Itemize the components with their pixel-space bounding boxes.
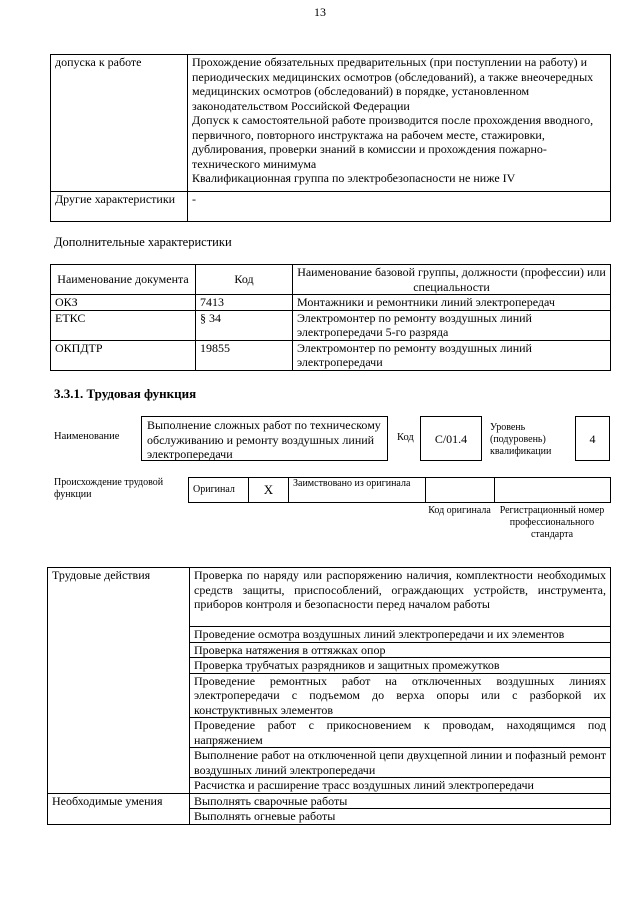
table-header-row — [51, 265, 611, 295]
origin-table — [188, 477, 611, 503]
table-row — [48, 568, 611, 627]
table-row — [51, 55, 611, 192]
original-label: Оригинал — [189, 478, 249, 503]
admission-requirements — [188, 55, 611, 192]
page-number: 13 — [314, 5, 326, 19]
name-cell: Электромонтер по ремонту воздушных линий электропередачи 5-го разряда — [293, 310, 611, 340]
code-cell: § 34 — [196, 310, 293, 340]
function-code-value: C/01.4 — [434, 432, 468, 446]
other-characteristics-label: Другие характеристики — [51, 192, 188, 222]
reg-number-caption: Регистрационный номер профессионального стандарта — [499, 505, 605, 540]
table-row — [189, 478, 611, 503]
column-header: Наименование базовой группы, должности (профессии) или специальности — [293, 265, 611, 295]
table-row — [51, 192, 611, 222]
skills-label: Необходимые умения — [48, 793, 190, 824]
doc-cell: ОКПДТР — [51, 340, 196, 370]
original-code-caption: Код оригинала — [428, 505, 491, 516]
function-name-value: Выполнение сложных работ по техническому обслуживанию и ремонту воздушных линий электропередачи — [147, 418, 381, 461]
requirement-paragraph: Квалификационная группа по электробезопасности не ниже IV — [192, 171, 516, 185]
action-item: Проведение работ с прикосновением к проводам, находящимся под напряжением — [190, 718, 611, 748]
code-label: Код — [397, 432, 414, 443]
action-item: Проверка трубчатых разрядников и защитных промежутков — [190, 658, 611, 674]
table-row — [51, 340, 611, 370]
requirement-paragraph: Прохождение обязательных предварительных (при поступлении на работу) и периодических медицинских осмотров (обследований), а также внеочередных медицинских осмотров (обследований) в порядке, установленном законодательством Российской Федерации — [192, 55, 594, 113]
other-characteristics-value: - — [188, 192, 611, 222]
column-header: Код — [196, 265, 293, 295]
table-row — [51, 310, 611, 340]
table-row — [48, 793, 611, 809]
labor-actions-table — [47, 567, 611, 825]
action-item: Проверка натяжения в оттяжках опор — [190, 642, 611, 658]
action-item: Проведение осмотра воздушных линий электропередачи и их элементов — [190, 627, 611, 643]
skill-item: Выполнять сварочные работы — [190, 793, 611, 809]
doc-cell: ОКЗ — [51, 295, 196, 311]
origin-label: Происхождение трудовой функции — [54, 477, 164, 500]
original-mark: X — [249, 478, 289, 503]
function-name-box — [141, 416, 388, 461]
code-cell: 7413 — [196, 295, 293, 311]
column-header: Наименование документа — [51, 265, 196, 295]
action-item: Проверка по наряду или распоряжению наличия, комплектности необходимых средств защиты, приспособлений, ограждающих устройств, инструмента, приборов контроля и безопасности перед началом работы — [190, 568, 611, 627]
name-cell: Электромонтер по ремонту воздушных линий электропередачи — [293, 340, 611, 370]
requirement-paragraph: Допуск к самостоятельной работе производится после прохождения вводного, первичного, повторного инструктажа на рабочем месте, стажировки, дублирования, проверки знаний в комиссии и прохождения пожарно-технического минимума — [192, 113, 594, 171]
name-cell: Монтажники и ремонтники линий электропередач — [293, 295, 611, 311]
original-code-cell — [426, 478, 495, 503]
level-box — [575, 416, 610, 461]
function-code-box — [420, 416, 482, 461]
action-item: Выполнение работ на отключенной цепи двухцепной линии и пофазный ремонт воздушных линий электропередачи — [190, 748, 611, 778]
skill-item: Выполнять огневые работы — [190, 809, 611, 825]
doc-cell: ЕТКС — [51, 310, 196, 340]
additional-characteristics-title: Дополнительные характеристики — [54, 235, 232, 249]
action-item: Проведение ремонтных работ на отключенных воздушных линиях электропередачи с подъемом до верха опоры или с разборкой их конструктивных элементов — [190, 673, 611, 718]
admission-label: допуска к работе — [51, 55, 188, 192]
additional-characteristics-table — [50, 264, 611, 371]
actions-label: Трудовые действия — [48, 568, 190, 794]
borrowed-label: Заимствовано из оригинала — [289, 478, 426, 503]
admission-table — [50, 54, 611, 222]
name-label: Наименование — [54, 431, 120, 442]
level-label: Уровень (подуровень) квалификации — [490, 422, 552, 457]
action-item: Расчистка и расширение трасс воздушных линий электропередачи — [190, 778, 611, 794]
code-cell: 19855 — [196, 340, 293, 370]
reg-number-cell — [495, 478, 611, 503]
table-row — [51, 295, 611, 311]
level-value: 4 — [589, 432, 596, 446]
section-title: 3.3.1. Трудовая функция — [54, 386, 197, 401]
